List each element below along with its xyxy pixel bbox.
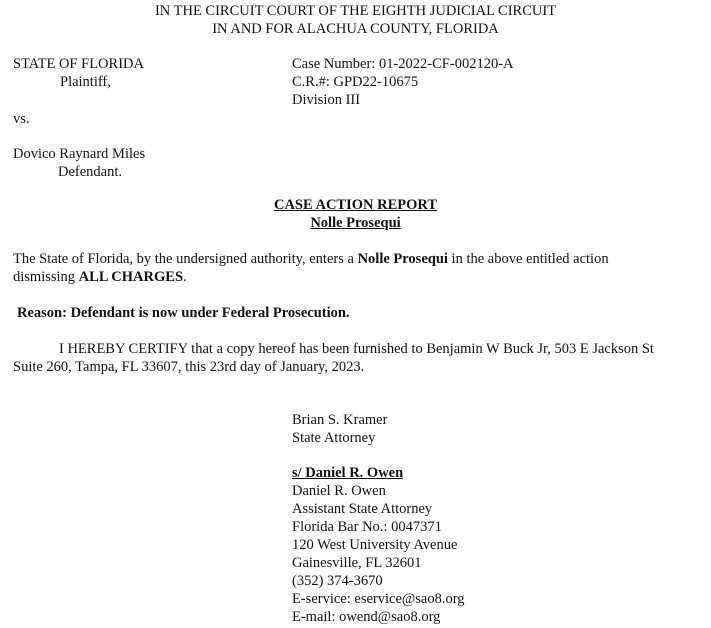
court-header-line2: IN AND FOR ALACHUA COUNTY, FLORIDA	[212, 21, 499, 37]
case-info-block	[292, 55, 514, 109]
reason-text: Reason: Defendant is now under Federal Prosecution.	[17, 305, 350, 321]
para1-text-d: .	[183, 269, 187, 285]
bar-number: Florida Bar No.: 0047371	[292, 519, 442, 535]
defendant-role: Defendant.	[58, 164, 123, 180]
case-number: Case Number: 01-2022-CF-002120-A	[292, 56, 514, 72]
cr-number: C.R.#: GPD22-10675	[292, 74, 419, 90]
state-attorney-name: Brian S. Kramer	[292, 412, 388, 428]
certify-line1: I HEREBY CERTIFY that a copy hereof has been furnished to Benjamin W Buck Jr, 503 E Jackson St	[59, 341, 654, 357]
division: Division III	[292, 92, 361, 108]
report-title-block	[0, 196, 711, 232]
court-header	[0, 2, 711, 38]
signer-title: Assistant State Attorney	[292, 501, 433, 517]
para1-nolle-prosequi: Nolle Prosequi	[357, 251, 448, 267]
court-header-line1: IN THE CIRCUIT COURT OF THE EIGHTH JUDICIAL CIRCUIT	[154, 3, 557, 19]
phone-number: (352) 374-3670	[292, 573, 383, 589]
eservice-email: E-service: eservice@sao8.org	[292, 591, 465, 607]
address-line1: 120 West University Avenue	[292, 537, 458, 553]
defendant-block	[13, 145, 145, 181]
nolle-prosequi-paragraph	[13, 250, 609, 286]
signer-name: Daniel R. Owen	[292, 483, 386, 499]
electronic-signature: s/ Daniel R. Owen	[292, 465, 404, 481]
defendant-name: Dovico Raynard Miles	[13, 146, 146, 162]
plaintiff-name: STATE OF FLORIDA	[13, 56, 144, 72]
contact-email: E-mail: owend@sao8.org	[292, 609, 441, 625]
para1-text-b: in the above entitled action	[447, 251, 609, 267]
certify-line2: Suite 260, Tampa, FL 33607, this 23rd day of January, 2023.	[13, 359, 365, 375]
versus-label: vs.	[13, 111, 30, 127]
state-attorney-block	[292, 411, 387, 447]
address-line2: Gainesville, FL 32601	[292, 555, 422, 571]
para1-all-charges: ALL CHARGES	[78, 269, 184, 285]
report-title: CASE ACTION REPORT	[273, 197, 438, 213]
plaintiff-role: Plaintiff,	[60, 74, 111, 90]
para1-text-c: dismissing	[13, 269, 79, 285]
signature-block	[292, 464, 465, 626]
report-subtitle: Nolle Prosequi	[310, 215, 401, 231]
plaintiff-block	[13, 55, 144, 91]
certificate-paragraph	[13, 340, 654, 376]
state-attorney-title: State Attorney	[292, 430, 376, 446]
para1-text-a: The State of Florida, by the undersigned authority, enters a	[13, 251, 358, 267]
